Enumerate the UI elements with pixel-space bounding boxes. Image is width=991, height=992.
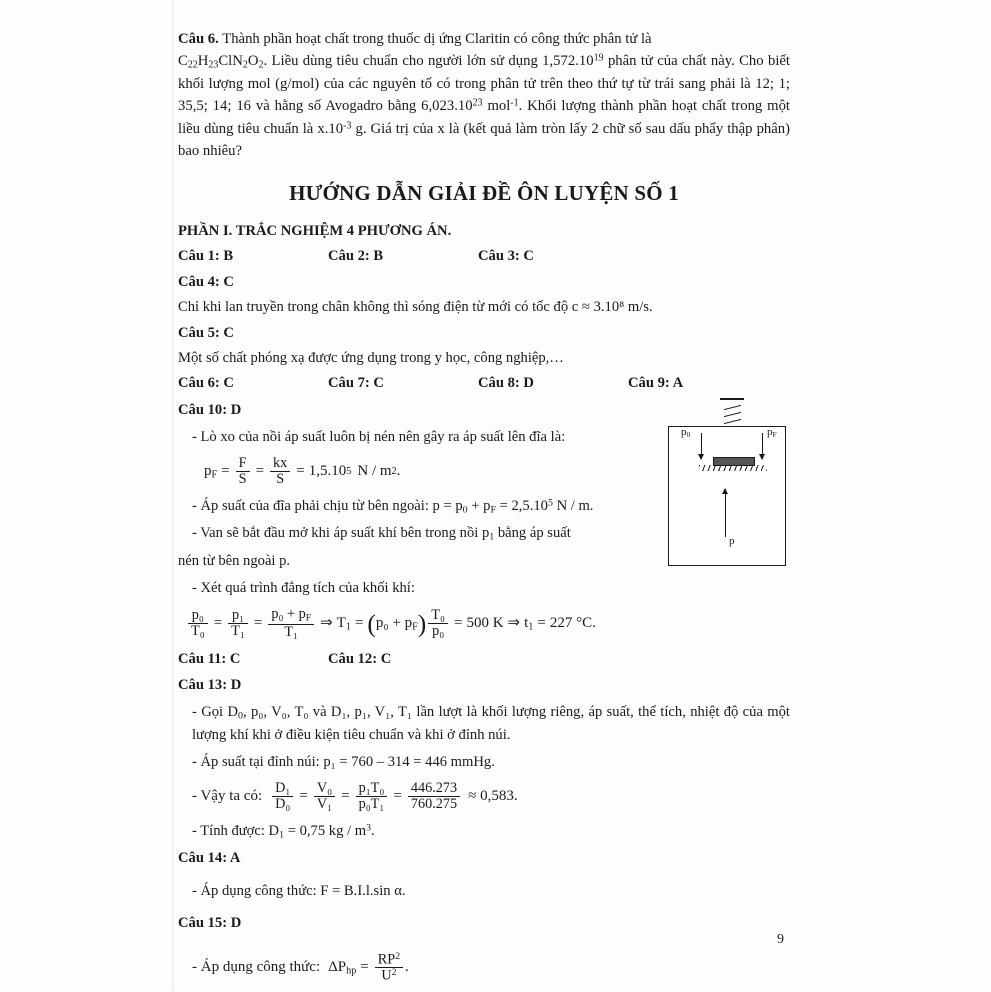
q13-approx: ≈ 0,583. [468,788,518,805]
question-6-text-4: mol [487,98,511,115]
q10-line2-exp: 5 [547,497,553,509]
page-binding-shadow [172,0,175,991]
question-6-text-6: g. Giá trị của x là (kết quả làm tròn lấy 2 chữ số sau dấu phẩy thập phân) bao nhiêu? [178,120,791,160]
answer-2: Câu 2: B [328,248,384,265]
q10-f2-eq3: = [354,615,364,632]
answer-5: Câu 5: C [178,324,234,341]
q13-eq3: = [393,788,402,805]
label-p0: $p_0$ [681,426,691,439]
q10-line2-d: N / m. [552,497,594,514]
q10-f1-eq1: = [221,462,230,479]
q13-line4-exp: 3 [366,822,372,834]
answer-12: Câu 12: C [328,650,392,667]
q13-line-1 [192,701,790,746]
q10-line-1: - Lò xo của nồi áp suất luôn bị nén nên gây ra áp suất lên đĩa là: [192,428,566,445]
question-6-exp-3: -1 [510,97,519,109]
q10-line3-a: - Van sẽ bắt đầu mở khi áp suất khí bên trong nồi p [192,525,490,542]
question-6-exp-4: -3 [343,120,352,132]
q10-f2-frac3-num: $p_0 + p_F$ [271,606,312,624]
pressure-cooker-diagram [668,398,786,566]
q10-formula-2 [186,607,790,640]
q13-line-4 [192,820,790,843]
q10-line2-c: = 2,5.10 [495,497,548,514]
answer-row-1 [178,245,790,267]
q10-f2-paren-close: ) [417,608,427,638]
q10-line-3-cont: nén từ bên ngoài p. [178,552,291,569]
q10-f2-val2: 227 °C. [549,615,596,632]
q10-f2-inner: $p_0 + p_F$ [375,614,418,633]
q10-f1-unit-exp: 2 [391,465,397,477]
note-question-4: Chỉ khi lan truyền trong chân không thì sóng điện từ mới có tốc độ c ≈ 3.10⁸ m/s. [178,298,653,315]
answer-row-6-9 [178,372,790,394]
q10-line2-b: + p [467,497,491,514]
q10-f2-eq4: = [453,615,463,632]
q15-frac-num: $RP^2$ [377,950,401,968]
q10-line3-sub: 1 [489,531,495,543]
question-6-text-5: . Khối lượng thành phần hoạt chất trong một liều dùng tiêu chuẩn là x.10 [178,98,791,137]
q10-f2-frac1: $\frac{\text{p₀}}{\text{T₀}}$ [188,608,208,639]
question-6-block [178,28,790,162]
q15-formula-label: - Áp dụng công thức: [192,959,321,976]
question-6-text-3: phân tử của chất này. Cho biết khối lượng mol (g/mol) của các nguyên tố có trong phân tử trên theo thứ tự từ trái sang phải là 12; 1; 35,5; 14; 16 và hằng số Avogadro bằng 6,023.10 [178,53,791,115]
note-question-5: Một số chất phóng xạ được ứng dụng trong y học, công nghiệp,… [178,350,564,367]
answer-14: Câu 14: A [178,850,241,867]
answer-15: Câu 15: D [178,914,242,931]
q15-frac [375,952,403,984]
q10-f2-eq1: = [213,615,223,632]
answer-row-11-12 [178,648,790,670]
q13-eq1: = [299,788,308,805]
q13-eq2: = [341,788,350,805]
p0-arrow-icon [701,433,702,459]
q13-frac2: $\frac{\text{V₀}}{\text{V₁}}$ [314,781,335,812]
answer-11: Câu 11: C [178,650,241,667]
q13-line1-sub: 0 [238,710,243,722]
question-6-exp-1: 19 [593,52,604,64]
q15-delta: $\Delta P_{hp}$ [328,959,357,977]
q13-line4-sub: 1 [279,829,285,841]
answer-1: Câu 1: B [178,248,234,265]
q10-f2-paren-open: ( [367,608,376,638]
q13-line-2: - Áp suất tại đỉnh núi: p₁ = 760 – 314 = 446 mmHg. [192,753,495,770]
answer-3: Câu 3: C [478,248,534,265]
cooker-lid-hatching [699,465,767,471]
q10-f2-T1: $T_1$ [336,614,351,633]
label-pF: $p_F$ [767,426,777,439]
label-p: p [729,535,735,547]
q15-eq: = [360,959,369,976]
q10-line3-b: bằng áp suất [494,525,571,542]
pF-arrow-icon [762,433,763,459]
answer-13: Câu 13: D [178,676,242,693]
q13-line1-a: - Gọi D [192,704,238,721]
q13-line4-c: . [371,822,375,839]
q10-f1-eq3: = [296,462,305,479]
q10-f2-frac3: $\frac{p_0 + p_F}{\text{T₁}}$ [268,607,314,640]
q10-f1-eq2: = [255,462,265,479]
q10-f1-frac1: $\frac{F}{S}$ [236,456,250,487]
answer-9: Câu 9: A [628,375,684,392]
answer-row-2 [178,271,790,293]
q10-f2-eq2: = [253,615,263,632]
part-title: PHẦN I. TRẮC NGHIỆM 4 PHƯƠNG ÁN. [178,223,452,240]
question-6-text-1: Thành phần hoạt chất trong thuốc dị ứng Claritin có công thức phân tử là [222,31,652,47]
answer-4: Câu 4: C [178,273,234,290]
q10-f2-eq5: = [537,615,546,632]
q13-frac1: $\frac{\text{D₁}}{\text{D₀}}$ [272,781,293,812]
q13-line4-a: - Tính được: D [192,822,280,839]
q13-frac3: $\frac{\text{p₁T₀}}{\text{p₀T₁}}$ [356,781,388,812]
p-arrow-icon [725,489,726,537]
q10-f2-t1-lower: $t_1$ [524,614,534,633]
q10-f1-frac2: $\frac{kx}{S}$ [270,456,290,487]
q14-line: - Áp dụng công thức: F = B.I.l.sin α. [192,882,406,899]
q10-f2-frac4: $\frac{\text{T₀}}{\text{p₀}}$ [428,608,448,639]
q10-line2-sub2: F [490,504,496,516]
q13-line4-b: = 0,75 kg / m [284,822,367,839]
q10-f2-implies-2: ⇒ [507,615,521,632]
answer-8: Câu 8: D [478,375,534,392]
q13-line1-b: , p₀, V₀, T₀ và D₁, p₁, V₁, T₁ lần lượt là khối lượng riêng, áp suất, thể tích, nhiệt độ của một lượng khí khi ở điều kiện tiêu chuẩn và khi ở đỉnh núi. [192,704,790,743]
question-6-exp-2: 23 [472,97,483,109]
q13-formula-label: - Vậy ta có: [192,788,263,805]
q10-f1-lhs: $p_F$ [204,462,218,481]
question-6-text-2: Liều dùng tiêu chuẩn cho người lớn sử dụng 1,572.10 [271,53,594,70]
q10-f2-implies-1: ⇒ [320,615,333,632]
answer-10: Câu 10: D [178,401,242,418]
q13-frac4: $\frac{446.273}{760.275}$ [408,781,460,812]
section-heading: HƯỚNG DẪN GIẢI ĐỀ ÔN LUYỆN SỐ 1 [289,181,679,206]
q10-line2-sub1: 0 [462,504,468,516]
q10-f1-exp: 5 [346,465,352,477]
cooker-body [668,426,786,566]
q15-dot: . [405,959,409,976]
question-6-label: Câu 6. [178,31,219,47]
answer-6: Câu 6: C [178,375,234,392]
q10-f2-val1: 500 K [466,615,504,632]
q10-f1-dot: . [396,462,401,479]
question-6-formula: $C_{22}H_{23}ClN_2O_2$. [178,53,268,71]
q13-formula [192,781,790,812]
page-number: 9 [777,932,784,947]
q15-formula [192,952,790,984]
q10-f1-unit: N / m [357,462,392,479]
answer-7: Câu 7: C [328,375,384,392]
q10-f2-frac2: $\frac{\text{p₁}}{\text{T₁}}$ [228,608,248,639]
q15-frac-den: $U^2$ [375,967,403,983]
q10-f1-value: 1,5.10 [308,462,347,479]
q10-line-4: - Xét quá trình đẳng tích của khối khí: [192,580,415,597]
q10-line2-a: - Áp suất của đĩa phải chịu từ bên ngoài: p = p [192,497,463,514]
